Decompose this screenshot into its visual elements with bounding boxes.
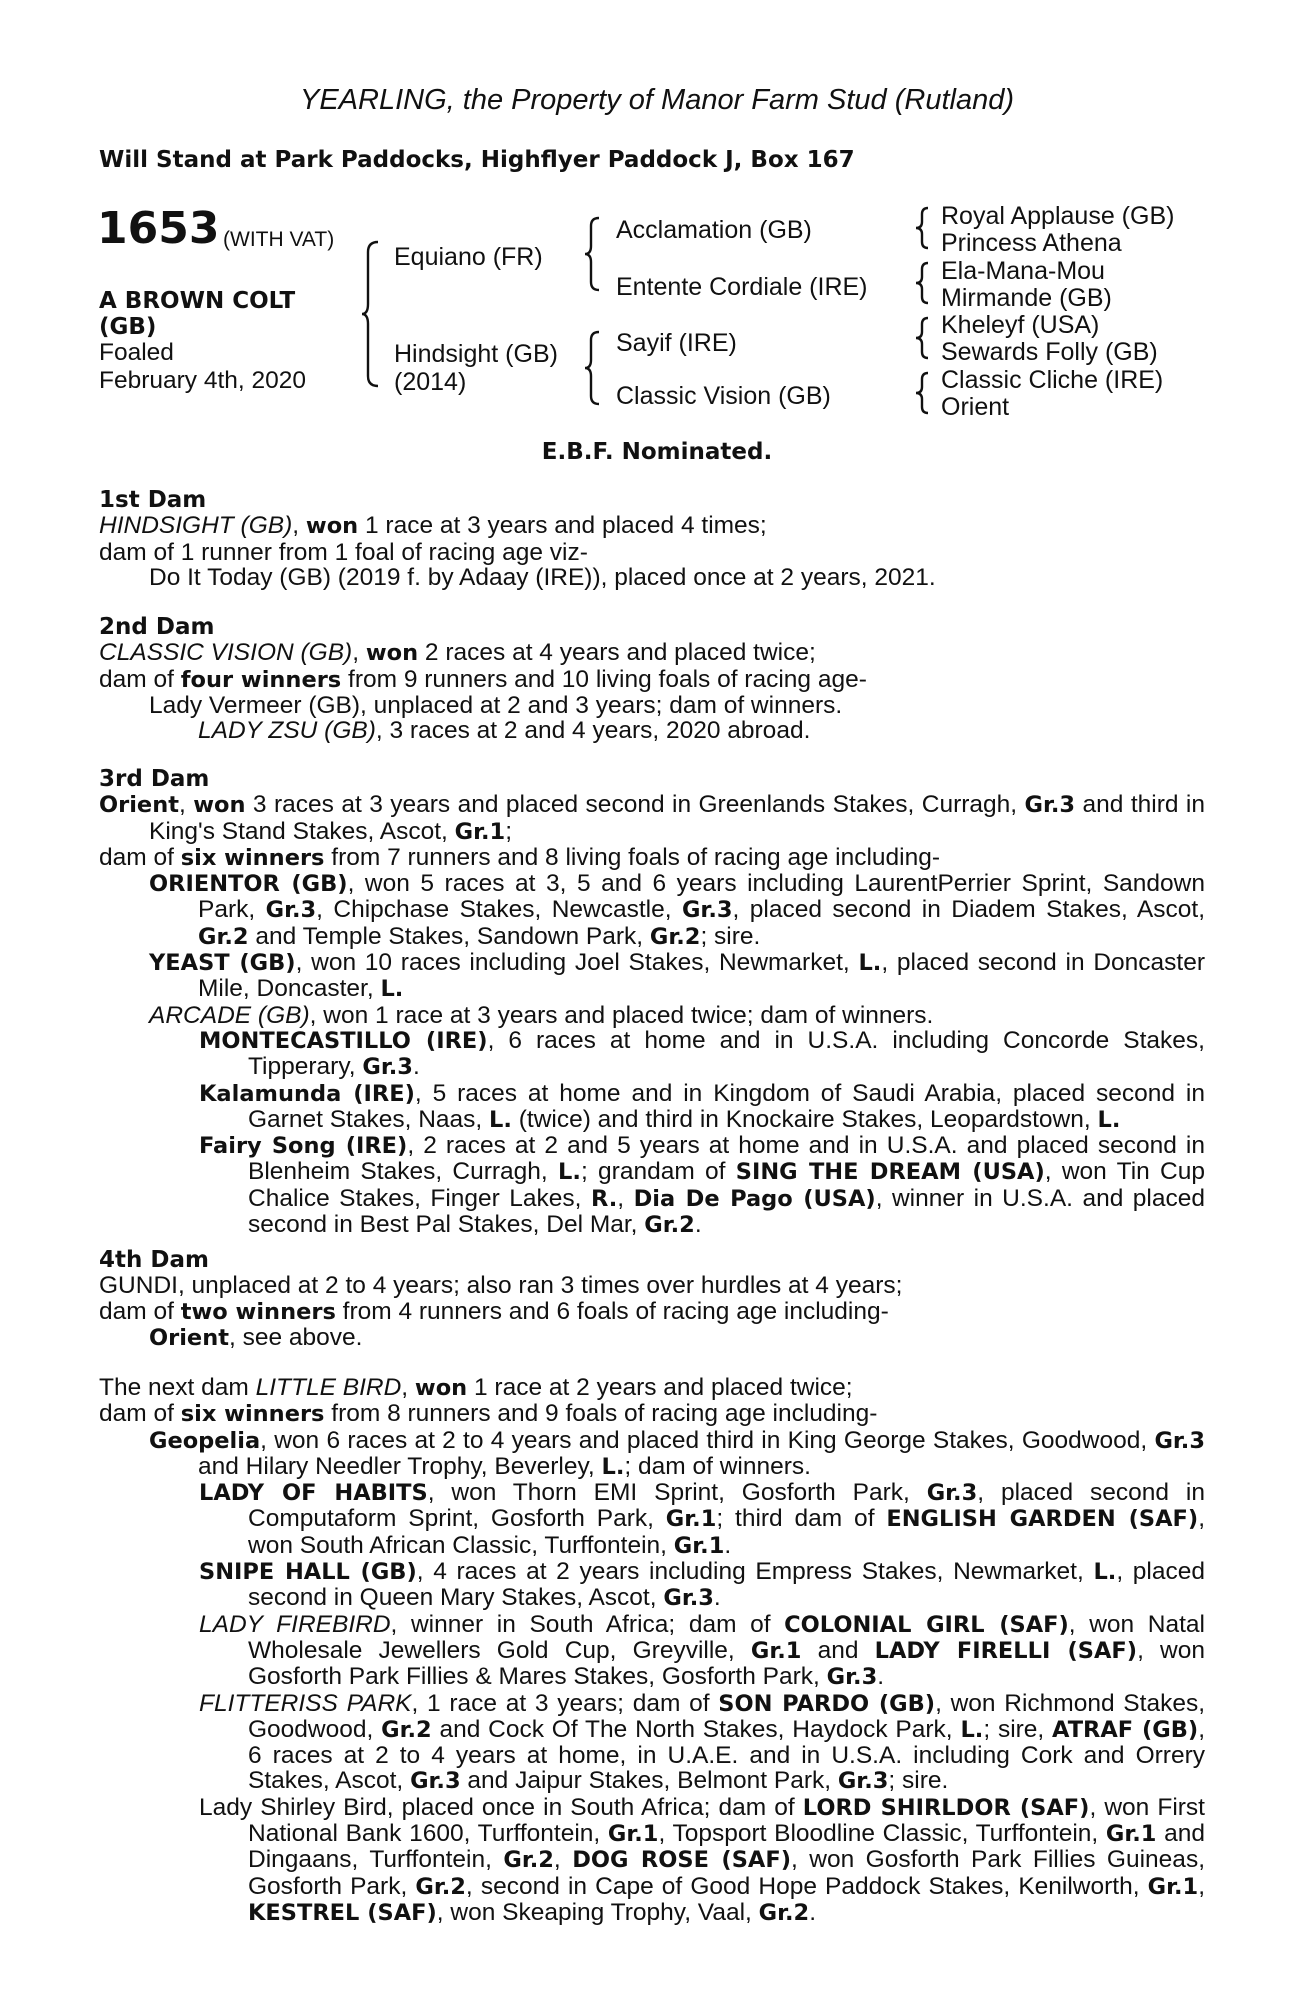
produce-entry: Kalamunda (IRE), 5 races at home and in Kingdom of Saudi Arabia, placed second in Garnet Stakes, Naas, L. (twice) and third in Knockaire Stakes, Leopardstown, L. [199,1079,1205,1133]
pedigree-brace-g3-3 [916,317,932,361]
next-dam-section [99,1375,1209,1926]
section-heading: 2nd Dam [99,614,215,640]
dam-line: dam of two winners from 4 runners and 6 foals of racing age including- [99,1297,889,1325]
produce-entry: Lady Shirley Bird, placed once in South Africa; dam of LORD SHIRLDOR (SAF), won First National Bank 1600, Turffontein, Gr.1, Topsport Bloodline Classic, Turffontein, Gr.1 and Dingaans, Turffontein, Gr.2, DOG ROSE (SAF), won Gosforth Park Fillies Guineas, Gosforth Park, Gr.2, second in Cape of Good Hope Paddock Stakes, Kenilworth, Gr.1, KESTREL (SAF), won Skeaping Trophy, Vaal, Gr.2. [199,1793,1205,1926]
ebf-nomination: E.B.F. Nominated. [541,439,773,465]
dam-line: Orient, won 3 races at 3 years and placed second in Greenlands Stakes, Curragh, Gr.3 and third in King's Stand Stakes, Ascot, Gr.1; [99,791,1205,845]
pedigree-sire-dam: Entente Cordiale (IRE) [616,273,868,301]
foaled-label: Foaled [99,339,174,366]
section-heading: 3rd Dam [99,766,210,792]
dam-line: CLASSIC VISION (GB), won 2 races at 4 years and placed twice; [99,639,816,667]
pedigree-brace-dam [585,330,605,410]
pedigree-sire: Equiano (FR) [394,243,543,271]
second-dam-section [99,615,1209,743]
produce-entry: YEAST (GB), won 10 races including Joel Stakes, Newmarket, L., placed second in Doncaster Mile, Doncaster, L. [149,949,1206,1003]
pedigree-g3: Classic Cliche (IRE) [941,366,1164,394]
pedigree-dam-sire: Sayif (IRE) [616,329,737,357]
pedigree-brace-g3-4 [916,372,932,416]
produce-entry: ORIENTOR (GB), won 5 races at 3, 5 and 6 years including LaurentPerrier Sprint, Sandown Park, Gr.3, Chipchase Stakes, Newcastle, Gr.3, placed second in Diadem Stakes, Ascot, Gr.2 and Temple Stakes, Sandown Park, Gr.2; sire. [149,870,1206,950]
dam-line: HINDSIGHT (GB), won 1 race at 3 years and placed 4 times; [99,512,767,540]
produce-entry: Fairy Song (IRE), 2 races at 2 and 5 years at home and in U.S.A. and placed second in Blenheim Stakes, Curragh, L.; grandam of SING THE DREAM (USA), won Tin Cup Chalice Stakes, Finger Lakes, R., Dia De Pago (USA), winner in U.S.A. and placed second in Best Pal Stakes, Del Mar, Gr.2. [199,1132,1205,1239]
stand-location: Will Stand at Park Paddocks, Highflyer Paddock J, Box 167 [99,147,855,173]
produce-entry: Orient, see above. [149,1323,363,1351]
lot-description: A BROWN COLT [99,288,296,314]
produce-entry: LADY OF HABITS, won Thorn EMI Sprint, Gosforth Park, Gr.3, placed second in Computaform Sprint, Gosforth Park, Gr.1; third dam of ENGLISH GARDEN (SAF), won South African Classic, Turffontein, Gr.1. [199,1479,1205,1559]
produce-entry: Geopelia, won 6 races at 2 to 4 years and placed third in King George Stakes, Goodwood, Gr.3 and Hilary Needler Trophy, Beverley, L.; dam of winners. [149,1426,1205,1480]
produce-entry: SNIPE HALL (GB), 4 races at 2 years including Empress Stakes, Newmarket, L., placed second in Queen Mary Stakes, Ascot, Gr.3. [199,1558,1205,1612]
produce-entry: MONTECASTILLO (IRE), 6 races at home and in U.S.A. including Concorde Stakes, Tipperary, Gr.3. [199,1026,1205,1081]
lot-number: 1653 [97,203,220,254]
pedigree-g3: Kheleyf (USA) [941,311,1100,339]
pedigree-g3: Royal Applause (GB) [941,202,1175,230]
produce-entry: Lady Vermeer (GB), unplaced at 2 and 3 years; dam of winners. [149,691,843,719]
dam-line: The next dam LITTLE BIRD, won 1 race at 2 years and placed twice; [99,1374,853,1401]
pedigree-g3: Ela-Mana-Mou [941,257,1105,285]
pedigree-g3: Mirmande (GB) [941,284,1112,312]
produce-entry: LADY FIREBIRD, winner in South Africa; dam of COLONIAL GIRL (SAF), won Natal Wholesale Jewellers Gold Cup, Greyville, Gr.1 and LADY FIRELLI (SAF), won Gosforth Park Fillies & Mares Stakes, Gosforth Park, Gr.3. [199,1610,1205,1691]
foaled-date: February 4th, 2020 [99,367,307,394]
section-heading: 4th Dam [99,1247,209,1273]
pedigree-brace-main [362,240,382,390]
pedigree-sire-sire: Acclamation (GB) [616,216,812,244]
produce-entry: Do It Today (GB) (2019 f. by Adaay (IRE)), placed once at 2 years, 2021. [149,563,936,591]
pedigree-brace-g3-1 [916,207,932,251]
pedigree-g3: Sewards Folly (GB) [941,338,1158,366]
produce-entry: FLITTERISS PARK, 1 race at 3 years; dam of SON PARDO (GB), won Richmond Stakes, Goodwood, Gr.2 and Cock Of The North Stakes, Haydock Park, L.; sire, ATRAF (GB), 6 races at 2 to 4 years at home, in U.A.E. and in U.S.A. including Cork and Orrery Stakes, Ascot, Gr.3 and Jaipur Stakes, Belmont Park, Gr.3; sire. [199,1689,1206,1795]
pedigree-brace-g3-2 [916,262,932,306]
page-title: YEARLING, the Property of Manor Farm Stud (Rutland) [300,84,1014,116]
section-heading: 1st Dam [99,487,207,513]
pedigree-g3: Orient [941,393,1010,421]
third-dam-section [99,767,1209,1238]
dam-line: dam of four winners from 9 runners and 10 living foals of racing age- [99,665,867,693]
pedigree-dam-dam: Classic Vision (GB) [616,382,831,410]
dam-line: dam of 1 runner from 1 foal of racing age viz- [99,538,588,566]
produce-entry: ARCADE (GB), won 1 race at 3 years and placed twice; dam of winners. [149,1001,934,1029]
pedigree-dam: Hindsight (GB) [394,340,558,368]
vat-note: (WITH VAT) [223,228,335,251]
lot-country: (GB) [99,314,157,340]
dam-line: GUNDI, unplaced at 2 to 4 years; also ran 3 times over hurdles at 4 years; [99,1272,903,1300]
produce-entry: LADY ZSU (GB), 3 races at 2 and 4 years, 2020 abroad. [198,717,811,745]
fourth-dam-section [99,1248,1209,1351]
dam-line: dam of six winners from 8 runners and 9 foals of racing age including- [99,1400,878,1428]
dam-line: dam of six winners from 7 runners and 8 living foals of racing age including- [99,843,941,871]
pedigree-dam-year: (2014) [394,368,467,396]
first-dam-section [99,488,1209,590]
pedigree-g3: Princess Athena [941,229,1122,257]
pedigree-brace-sire [585,216,605,296]
